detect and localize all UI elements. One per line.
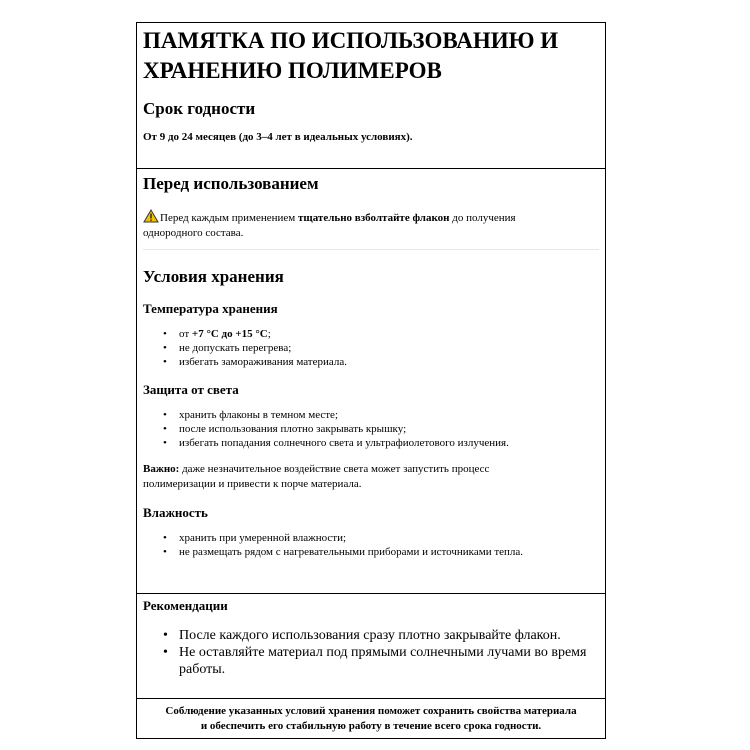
list-item-text-line2: работы. bbox=[179, 662, 226, 677]
temperature-heading: Температура хранения bbox=[143, 301, 278, 316]
storage-heading: Условия хранения bbox=[143, 267, 284, 286]
shelf-life-heading: Срок годности bbox=[143, 99, 256, 118]
list-item-text: после использования плотно закрывать крышку; bbox=[179, 423, 407, 435]
before-use-text bbox=[143, 209, 599, 241]
list-item-text: хранить при умеренной влажности; bbox=[179, 532, 347, 544]
list-item-text: не размещать рядом с нагревательными приборами и источниками тепла. bbox=[179, 546, 524, 558]
list-item-text: избегать замораживания материала. bbox=[179, 356, 347, 368]
important-label: Важно: bbox=[143, 463, 180, 475]
light-heading: Защита от света bbox=[143, 382, 239, 397]
list-item bbox=[143, 545, 599, 559]
bullet: • bbox=[163, 423, 167, 435]
bullet: • bbox=[163, 628, 168, 643]
list-item bbox=[143, 341, 599, 355]
before-use-text-start: Перед каждым применением bbox=[160, 212, 299, 224]
bullet: • bbox=[163, 437, 167, 449]
shelf-life-text: От 9 до 24 месяцев (до 3–4 лет в идеальных условиях). bbox=[143, 131, 413, 143]
bullet: • bbox=[163, 532, 167, 544]
divider bbox=[137, 698, 605, 699]
light-list bbox=[143, 408, 599, 450]
temperature-list bbox=[143, 327, 599, 369]
bullet: • bbox=[163, 645, 168, 660]
list-item-text: не допускать перегрева; bbox=[179, 342, 292, 354]
bullet: • bbox=[163, 342, 167, 354]
bullet: • bbox=[163, 409, 167, 421]
footer-note bbox=[141, 704, 601, 734]
bullet: • bbox=[163, 546, 167, 558]
divider bbox=[137, 168, 605, 169]
list-item bbox=[143, 627, 599, 644]
important-text-line2: полимеризации и привести к порче материала. bbox=[143, 478, 362, 490]
document-title-line1: ПАМЯТКА ПО ИСПОЛЬЗОВАНИЮ И bbox=[143, 28, 559, 53]
document-title-line2: ХРАНЕНИЮ ПОЛИМЕРОВ bbox=[143, 58, 442, 83]
list-item bbox=[143, 436, 599, 450]
temperature-item-prefix: от bbox=[179, 328, 192, 340]
recommendations-heading: Рекомендации bbox=[143, 598, 228, 613]
list-item-text: После каждого использования сразу плотно закрывайте флакон. bbox=[179, 628, 561, 643]
bullet: • bbox=[163, 356, 167, 368]
list-item bbox=[143, 408, 599, 422]
before-use-heading: Перед использованием bbox=[143, 174, 319, 193]
list-item-text: хранить флаконы в темном месте; bbox=[179, 409, 338, 421]
list-item-text: избегать попадания солнечного света и ультрафиолетового излучения. bbox=[179, 437, 509, 449]
warning-icon bbox=[143, 209, 159, 223]
before-use-text-line2: однородного состава. bbox=[143, 227, 244, 239]
temperature-range: +7 °C до +15 °C bbox=[191, 328, 268, 340]
temperature-item-suffix: ; bbox=[267, 328, 271, 340]
instruction-sheet bbox=[136, 22, 606, 739]
storage-section bbox=[143, 266, 599, 559]
list-item bbox=[143, 422, 599, 436]
before-use-text-end: до получения bbox=[449, 212, 516, 224]
humidity-list bbox=[143, 531, 599, 559]
humidity-heading: Влажность bbox=[143, 505, 208, 520]
divider bbox=[137, 593, 605, 594]
footer-line1: Соблюдение указанных условий хранения поможет сохранить свойства материала bbox=[165, 705, 577, 717]
list-item-text: Не оставляйте материал под прямыми солнечными лучами во время bbox=[179, 645, 587, 660]
header-section bbox=[143, 26, 599, 145]
footer-line2: и обеспечить его стабильную работу в течение всего срока годности. bbox=[200, 720, 542, 732]
footer-section bbox=[141, 704, 601, 734]
recommendations-list bbox=[143, 627, 599, 678]
before-use-text-bold: тщательно взболтайте флакон bbox=[298, 212, 450, 224]
bullet: • bbox=[163, 328, 167, 340]
important-text: даже незначительное воздействие света может запустить процесс bbox=[179, 463, 490, 475]
list-item bbox=[143, 355, 599, 369]
list-item bbox=[143, 327, 599, 341]
document-title bbox=[143, 26, 599, 86]
thin-divider bbox=[143, 249, 599, 250]
light-important-note bbox=[143, 462, 599, 492]
before-use-section bbox=[143, 173, 599, 241]
list-item bbox=[143, 531, 599, 545]
list-item bbox=[143, 644, 599, 678]
recommendations-section bbox=[143, 597, 599, 678]
